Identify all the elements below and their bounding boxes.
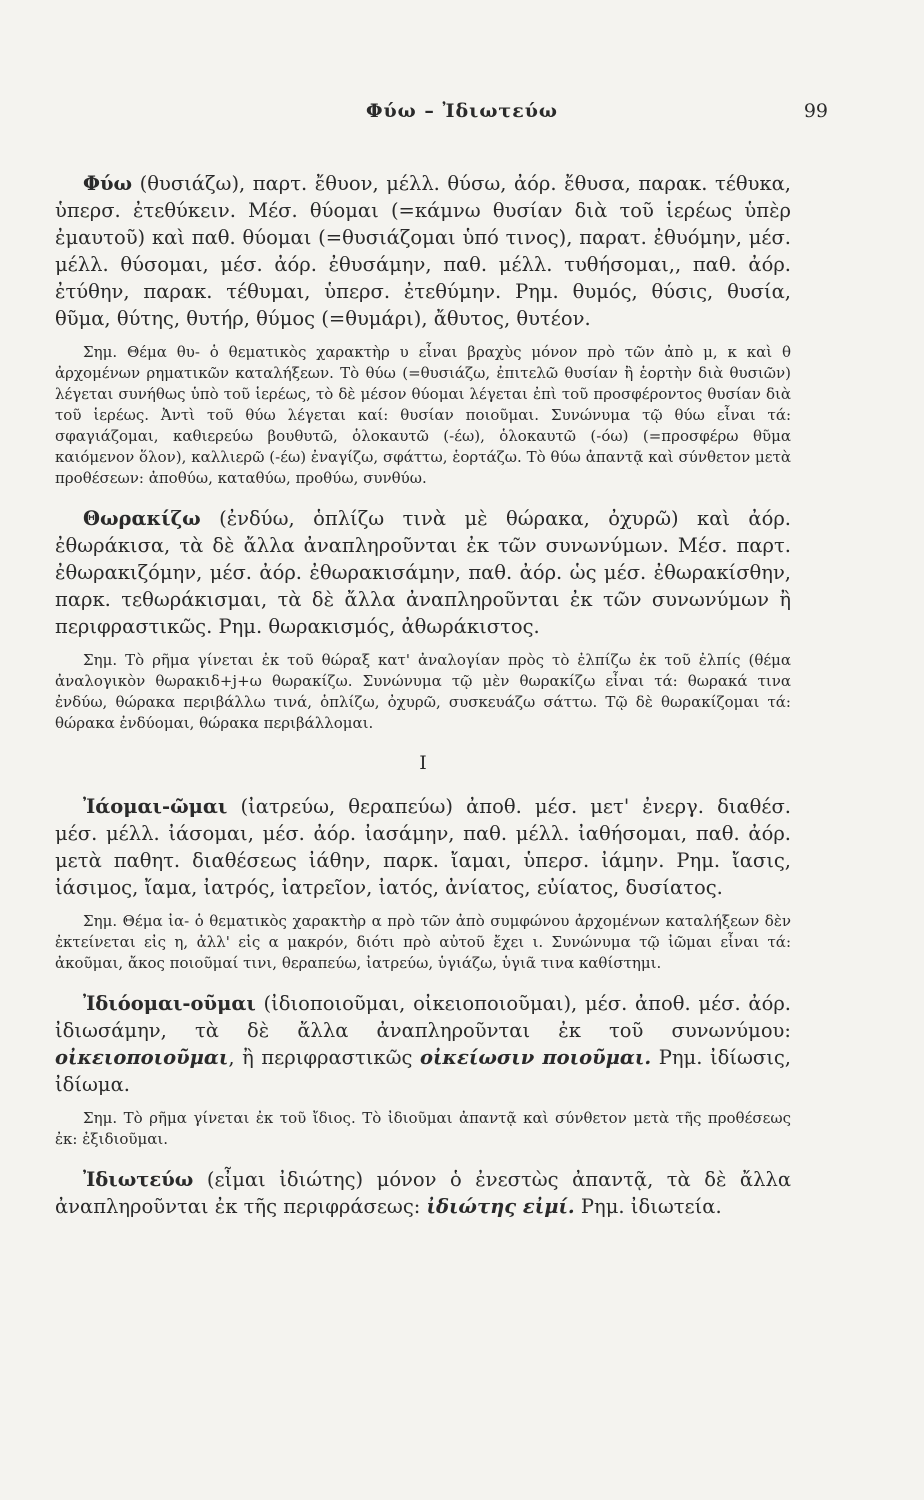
entry-text: Ρημ. ἰδίωσις, ἰδίωμα. <box>55 1046 791 1096</box>
note-thorakizo: Σημ. Τὸ ρῆμα γίνεται ἐκ τοῦ θώραξ κατ' ἀναλογίαν πρὸς τὸ ἐλπίζω ἐκ τοῦ ἐλπίς (θέμα ἀναλογικὸν θωρακιδ+j+ω θωρακίζω. Συνώνυμα τῷ μὲν θωρακίζω εἶναι τά: θωρακά τινα ἐνδύω, θώρακα περιβάλλω τινά, ὁπλίζω, ὀχυρῶ, συσκευάζω σάττω. Τῷ δὲ θωρακίζομαι τά: θώρακα ἐνδύομαι, θώρακα περιβάλλομαι. <box>55 651 791 732</box>
entry-text: (θυσιάζω), παρτ. ἔθυον, μέλλ. θύσω, ἀόρ. ἔθυσα, παρακ. τέθυκα, ὑπερσ. ἐτεθύκειν. Μέσ. θύομαι (=κάμνω θυσίαν διὰ τοῦ ἱερέως ὑπὲρ ἐμαυτοῦ) καὶ παθ. θύομαι (=θυσιάζομαι ὑπό τινος), παρατ. ἐθυόμην, μέσ. μέλλ. θύσομαι, μέσ. ἀόρ. ἐθυσάμην, παθ. μέλλ. τυθήσομαι,, παθ. ἀόρ. ἐτύθην, παρακ. τέθυμαι, ὑπερσ. ἐτεθύμην. Ρημ. θυμός, θύσις, θυσία, θῦμα, θύτης, θυτήρ, θύμος (=θυμάρι), ἄθυτος, θυτέον. <box>55 172 791 330</box>
entry-text: (ἐνδύω, ὁπλίζω τινὰ μὲ θώρακα, ὀχυρῶ) καὶ ἀόρ. ἐθωράκισα, τὰ δὲ ἄλλα ἀναπληροῦνται ἐκ τῶν συνωνύμων. Μέσ. παρτ. ἐθωρακιζόμην, μέσ. ἀόρ. ἐθωρακισάμην, παθ. ἀόρ. ὡς μέσ. ἐθωρακίσθην, παρκ. τεθωράκισμαι, τὰ δὲ ἄλλα ἀναπληροῦνται ἐκ τῶν συνωνύμων ἢ περιφραστικῶς. Ρημ. θωρακισμός, ἀθωράκιστος. <box>55 507 791 638</box>
note-iaomai: Σημ. Θέμα ἰα- ὁ θεματικὸς χαρακτὴρ α πρὸ τῶν ἀπὸ συμφώνου ἀρχομένων καταλήξεων δὲν ἐκτείνεται εἰς η, ἀλλ' εἰς α μακρόν, διότι πρὸ αὐτοῦ ἔχει ι. Συνώνυμα τῷ ἰῶμαι εἶναι τά: ἀκοῦμαι, ἄκος ποιοῦμαί τινι, θεραπεύω, ἰατρεύω, ὑγιάζω, ὑγιᾶ τινα καθίστημι. <box>55 912 791 972</box>
headword: Θωρακίζω <box>83 507 201 530</box>
headword: Φύω <box>83 172 133 195</box>
entry-fyo <box>55 170 791 332</box>
entry-text: (ἰατρεύω, θεραπεύω) ἀποθ. μέσ. μετ' ἐνεργ. διαθέσ. μέσ. μέλλ. ἰάσομαι, μέσ. ἀόρ. ἰασάμην, παθ. μέλλ. ἰαθήσομαι, παθ. ἀόρ. μετὰ παθητ. διαθέσεως ἰάθην, παρκ. ἴαμαι, ὑπερσ. ἰάμην. Ρημ. ἴασις, ἰάσιμος, ἴαμα, ἰατρός, ἰατρεῖον, ἰατός, ἀνίατος, εὐίατος, δυσίατος. <box>55 795 791 899</box>
entry-idioomai <box>55 990 791 1098</box>
entry-text: , ἢ περιφραστικῶς <box>228 1046 420 1069</box>
entry-text: (εἶμαι ἰδιώτης) μόνον ὁ ἐνεστὼς ἀπαντᾷ, τὰ δὲ ἄλλα ἀναπληροῦνται ἐκ τῆς περιφράσεως: <box>55 1168 791 1218</box>
headword: Ἰδιόομαι-οῦμαι <box>83 992 256 1015</box>
note-idioomai: Σημ. Τὸ ρῆμα γίνεται ἐκ τοῦ ἴδιος. Τὸ ἰδιοῦμαι ἀπαντᾷ καὶ σύνθετον μετὰ τῆς προθέσεως ἐκ: ἐξιδιοῦμαι. <box>55 1109 791 1148</box>
section-letter: Ι <box>419 752 427 774</box>
entry-text: (ἰδιοποιοῦμαι, οἰκειοποιοῦμαι), μέσ. ἀποθ. μέσ. ἀόρ. ἰδιωσάμην, τὰ δὲ ἄλλα ἀναπληροῦνται ἐκ τοῦ συνωνύμου: <box>55 992 791 1042</box>
headword: Ἰδιωτεύω <box>83 1168 194 1191</box>
entry-thorakizo <box>55 505 791 640</box>
bold-phrase: ἰδιώτης εἰμί. <box>426 1195 575 1218</box>
entry-idioteuo <box>55 1166 791 1220</box>
entry-iaomai <box>55 793 791 901</box>
bold-phrase: οἰκείωσιν ποιοῦμαι. <box>419 1046 652 1069</box>
bold-phrase: οἰκειοποιοῦμαι <box>55 1046 229 1069</box>
note-fyo: Σημ. Θέμα θυ- ὁ θεματικὸς χαρακτὴρ υ εἶναι βραχὺς μόνον πρὸ τῶν ἀπὸ μ, κ καὶ θ ἀρχομένων ρηματικῶν καταλήξεων. Τὸ θύω (=θυσιάζω, ἐπιτελῶ θυσίαν ἢ ἑορτὴν διὰ θυσιῶν) λέγεται συνήθως ὑπὸ τοῦ ἱερέως, τὸ δὲ μέσον θύομαι λέγεται ἐπὶ τοῦ προσφέροντος θυσίαν διὰ τοῦ ἱερέως. Ἀντὶ τοῦ θύω λέγεται καί: θυσίαν ποιοῦμαι. Συνώνυμα τῷ θύω εἶναι τά: σφαγιάζομαι, καθιερεύω βουθυτῶ, ὁλοκαυτῶ (-έω), ὁλοκαυτῶ (-όω) (=προσφέρω θῦμα καιόμενον ὅλον), καλλιερῶ (-έω) ἐναγίζω, σφάττω, ἑορτάζω. Τὸ θύω ἀπαντᾷ καὶ σύνθετον μετὰ προθέσεων: ἀποθύω, καταθύω, προθύω, συνθύω. <box>55 343 791 487</box>
page-header-title: Φύω – Ἰδιωτεύω <box>365 100 559 122</box>
page-number: 99 <box>803 100 828 122</box>
entry-text: Ρημ. ἰδιωτεία. <box>574 1195 722 1218</box>
headword: Ἰάομαι-ῶμαι <box>83 795 228 818</box>
entry-column <box>55 170 791 1220</box>
running-head <box>0 100 924 130</box>
